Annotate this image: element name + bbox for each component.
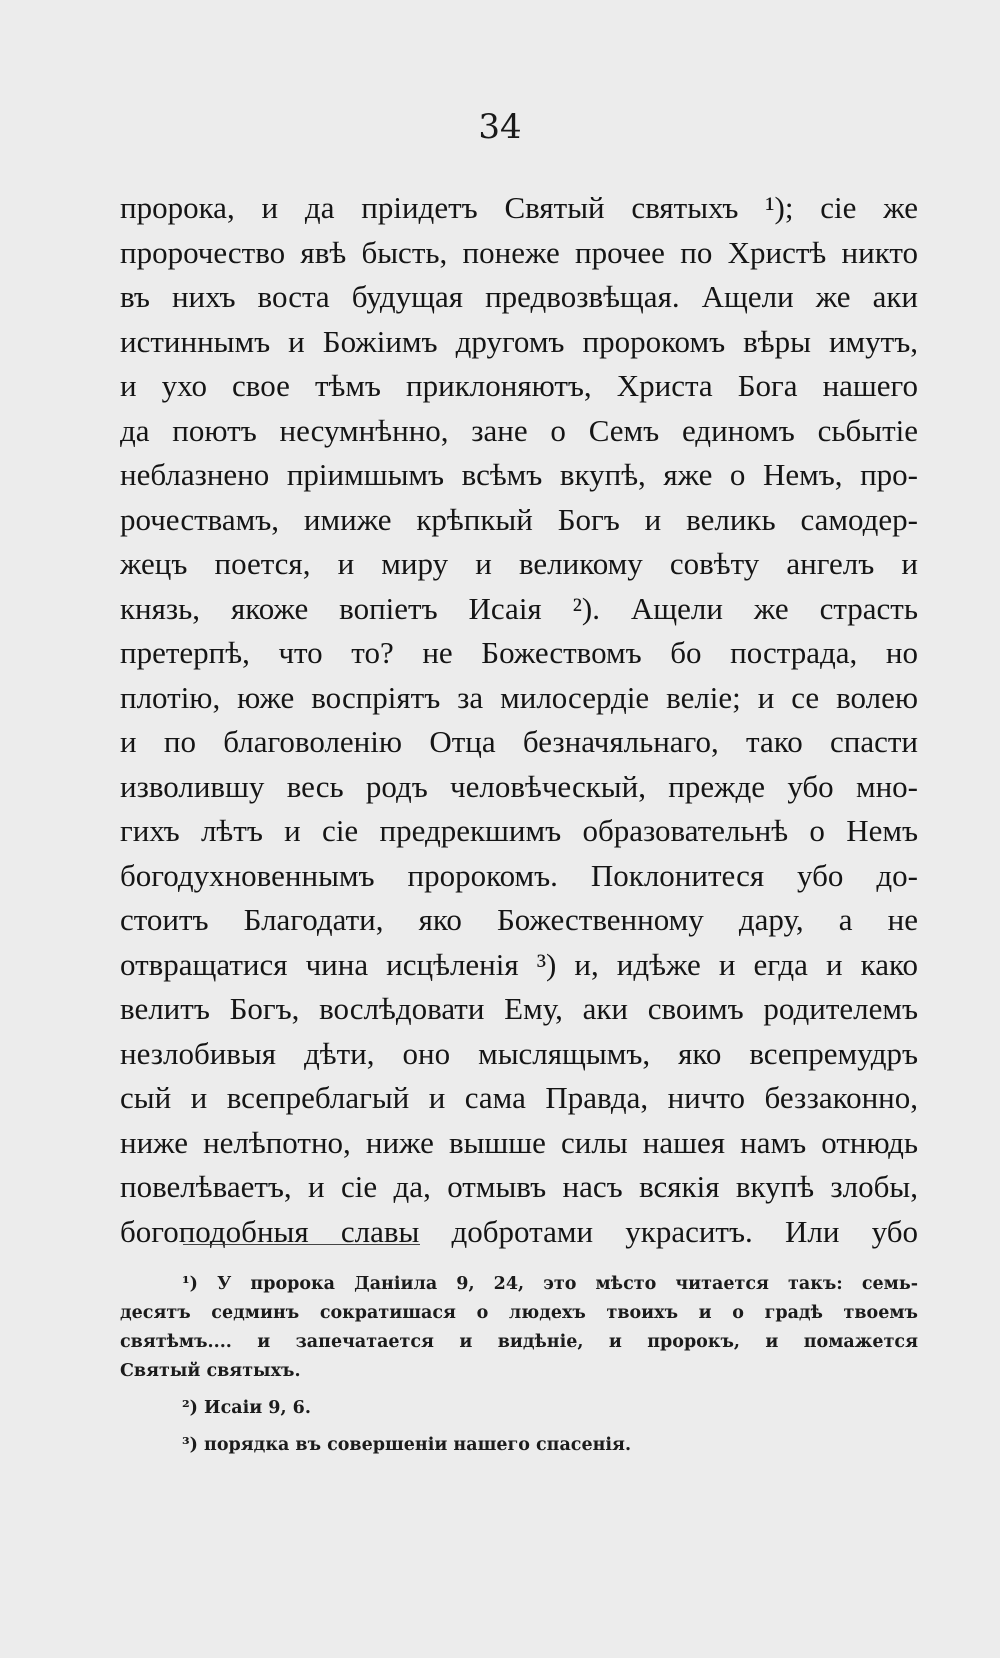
body-line: жецъ поется, и миру и великому совѣту ангелъ и [120,546,918,581]
footnote-1-line: Святый святыхъ. [120,1361,301,1381]
body-line: пророка, и да пріидетъ Святый святыхъ ¹); сіе же [120,190,918,225]
body-line: повелѣваетъ, и сіе да, отмывъ насъ всякія вкупѣ злобы, [120,1169,918,1204]
footnote-1-line: ¹) У пророка Даніила 9, 24, это мѣсто читается такъ: семь- [182,1274,918,1294]
footnote-1-line: десятъ седминъ сократишася о людехъ твоихъ и о градѣ твоемъ [120,1303,918,1323]
footnote-1-line: святѣмъ.... и запечатается и видѣніе, и пророкъ, и помажется [120,1332,918,1352]
body-line: незлобивыя дѣти, оно мыслящымъ, яко всепремудръ [120,1035,918,1071]
footnote-divider [183,1244,420,1245]
body-line: неблазнено пріимшымъ всѣмъ вкупѣ, яже о Немъ, про- [120,457,918,492]
body-line: въ нихъ воста будущая предвозвѣщая. Ащели же аки [120,279,918,314]
body-line: претерпѣ, что то? не Божествомъ бо пострада, но [120,635,918,670]
body-line: отвращатися чина исцѣленія ³) и, идѣже и егда и како [120,946,918,982]
body-line: изволившу весь родъ человѣческый, прежде убо мно- [120,768,918,804]
body-line: истиннымъ и Божіимъ другомъ пророкомъ вѣры имутъ, [120,323,918,359]
body-line: гихъ лѣтъ и сіе предрекшимъ образовательнѣ о Немъ [120,813,918,848]
body-line: и по благоволенію Отца безначяльнаго, тако спасти [120,724,918,759]
page-number: 34 [478,107,522,147]
body-line: плотію, юже воспріятъ за милосердіе веліе; и се волею [120,679,918,715]
body-line: велитъ Богъ, вослѣдовати Ему, аки своимъ родителемъ [120,991,918,1026]
body-line: и ухо свое тѣмъ приклоняютъ, Христа Бога нашего [120,368,918,403]
body-text [120,186,918,1254]
body-line: ниже нелѣпотно, ниже вышше силы нашея намъ отнюдь [120,1124,918,1160]
body-line: рочествамъ, имиже крѣпкый Богъ и великь самодер- [120,501,918,537]
body-line: богодухновеннымъ пророкомъ. Поклонитеся убо до- [120,857,918,893]
footnote-3: ³) порядка въ совершеніи нашего спасенія. [182,1435,632,1455]
body-line: сый и всепреблагый и сама Правда, ничто беззаконно, [120,1080,918,1115]
body-line: стоитъ Благодати, яко Божественному дару, а не [120,902,918,937]
body-line: богоподобныя славы добротами украситъ. Или убо [120,1213,918,1249]
body-line: князь, якоже вопіетъ Исаія ²). Ащели же страсть [120,590,918,626]
body-line: пророчество явѣ бысть, понеже прочее по Христѣ никто [120,234,918,270]
body-line: да поютъ несумнѣнно, зане о Семъ единомъ сьбытіе [120,412,918,448]
footnotes [120,1270,918,1460]
footnote-2: ²) Исаіи 9, 6. [182,1398,311,1418]
